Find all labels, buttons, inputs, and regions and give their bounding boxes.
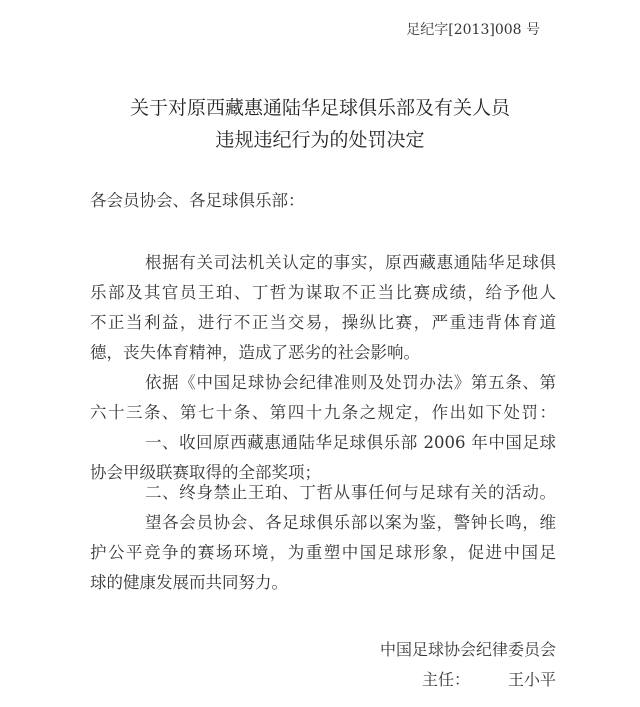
body-line: 望各会员协会、各足球俱乐部以案为鉴，警钟长鸣，维 [145, 513, 556, 532]
body-line: 德，丧失体育精神，造成了恶劣的社会影响。 [90, 343, 420, 362]
signature-name: 王小平 [507, 670, 556, 689]
document-number: 足纪字[2013]008 号 [406, 22, 540, 38]
title-line-1: 关于对原西藏惠通陆华足球俱乐部及有关人员 [129, 97, 510, 119]
body-line: 一、收回原西藏惠通陆华足球俱乐部 2006 年中国足球 [145, 433, 556, 452]
body-line: 协会甲级联赛取得的全部奖项； [90, 463, 321, 482]
body-line: 依据《中国足球协会纪律准则及处罚办法》第五条、第 [145, 373, 556, 392]
salutation: 各会员协会、各足球俱乐部： [90, 191, 305, 210]
signature-organization: 中国足球协会纪律委员会 [379, 640, 556, 659]
signature-line [422, 665, 556, 695]
signature-role: 主任： [421, 670, 470, 689]
body-line: 不正当利益，进行不正当交易，操纵比赛，严重违背体育道 [90, 313, 556, 332]
body-line: 球的健康发展而共同努力。 [90, 573, 288, 592]
title-line-2: 违规违纪行为的处罚决定 [215, 129, 425, 151]
body-line: 二、终身禁止王珀、丁哲从事任何与足球有关的活动。 [145, 483, 556, 502]
body-line: 乐部及其官员王珀、丁哲为谋取不正当比赛成绩，给予他人 [90, 283, 556, 302]
body-line: 护公平竞争的赛场环境，为重塑中国足球形象，促进中国足 [90, 543, 556, 562]
body-line: 根据有关司法机关认定的事实，原西藏惠通陆华足球俱 [145, 253, 556, 272]
body-line: 六十三条、第七十条、第四十九条之规定，作出如下处罚： [90, 403, 556, 422]
